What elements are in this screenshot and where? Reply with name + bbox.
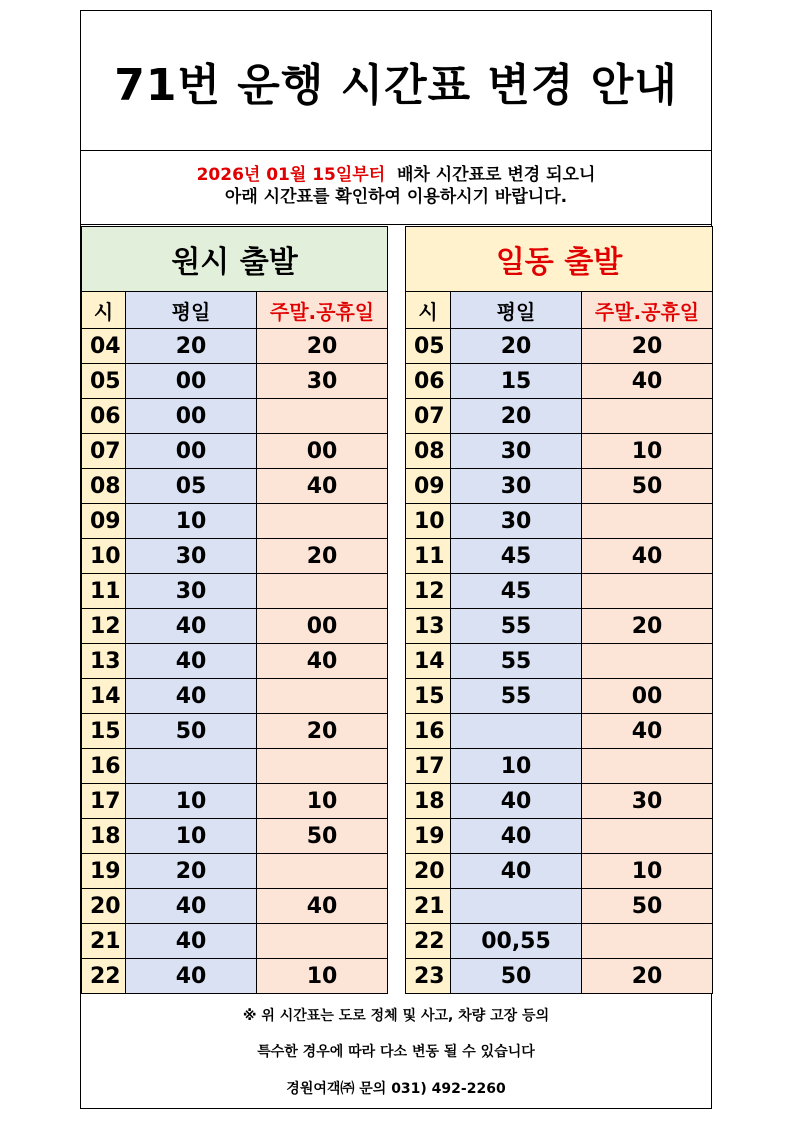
hour-cell: 10 [406, 504, 451, 539]
timetable-row [406, 504, 713, 539]
weekday-time-cell: 20 [451, 399, 582, 434]
weekday-time-cell: 30 [451, 504, 582, 539]
weekend-time-cell: 40 [257, 469, 388, 504]
column-header-hour: 시 [406, 292, 451, 329]
weekday-time-cell: 40 [126, 889, 257, 924]
timetable-row [406, 329, 713, 364]
timetable-row [82, 434, 388, 469]
weekend-time-cell [257, 574, 388, 609]
timetable-row [82, 574, 388, 609]
timetable-row [82, 329, 388, 364]
footer-line-2: 특수한 경우에 따라 다소 변동 될 수 있습니다 [257, 1044, 535, 1060]
weekend-time-cell: 10 [257, 784, 388, 819]
hour-cell: 09 [406, 469, 451, 504]
hour-cell: 21 [82, 924, 126, 959]
hour-cell: 11 [82, 574, 126, 609]
page-title: 71번 운행 시간표 변경 안내 [81, 11, 711, 151]
weekend-time-cell: 10 [582, 854, 713, 889]
hour-cell: 08 [406, 434, 451, 469]
weekday-time-cell: 40 [126, 924, 257, 959]
hour-cell: 17 [406, 749, 451, 784]
column-header-hour: 시 [82, 292, 126, 329]
weekday-time-cell: 40 [451, 784, 582, 819]
weekend-time-cell: 20 [257, 329, 388, 364]
timetable-row [406, 679, 713, 714]
timetable-row [82, 609, 388, 644]
timetable-row [406, 469, 713, 504]
hour-cell: 04 [82, 329, 126, 364]
weekday-time-cell: 00 [126, 399, 257, 434]
hour-cell: 20 [82, 889, 126, 924]
column-header-weekday: 평일 [126, 292, 257, 329]
weekday-time-cell: 00 [126, 434, 257, 469]
timetable-row [82, 959, 388, 994]
timetable-row [406, 539, 713, 574]
hour-cell: 09 [82, 504, 126, 539]
weekend-time-cell [257, 749, 388, 784]
hour-cell: 08 [82, 469, 126, 504]
weekday-time-cell: 10 [126, 784, 257, 819]
timetable-row [82, 469, 388, 504]
hour-cell: 05 [406, 329, 451, 364]
weekday-time-cell: 10 [451, 749, 582, 784]
weekend-time-cell: 40 [582, 714, 713, 749]
weekday-time-cell: 40 [126, 644, 257, 679]
weekday-time-cell: 40 [126, 609, 257, 644]
footer-line-1: ※ 위 시간표는 도로 정체 및 사고, 차량 고장 등의 [242, 1008, 550, 1024]
weekend-time-cell: 40 [582, 539, 713, 574]
weekend-time-cell [257, 924, 388, 959]
weekday-time-cell: 05 [126, 469, 257, 504]
hour-cell: 06 [82, 399, 126, 434]
hour-cell: 15 [406, 679, 451, 714]
notice-line-1 [81, 164, 711, 186]
hour-cell: 14 [82, 679, 126, 714]
weekday-time-cell: 20 [451, 329, 582, 364]
ildong-departure-table [405, 226, 713, 994]
timetable-row [406, 644, 713, 679]
timetable-row [82, 784, 388, 819]
weekend-time-cell [257, 854, 388, 889]
hour-cell: 22 [406, 924, 451, 959]
hour-cell: 21 [406, 889, 451, 924]
timetable-row [406, 924, 713, 959]
weekend-time-cell [582, 924, 713, 959]
timetable-row [406, 399, 713, 434]
section-title-ildong: 일동 출발 [406, 227, 713, 292]
column-header-weekend: 주말.공휴일 [582, 292, 713, 329]
weekend-time-cell [582, 749, 713, 784]
weekday-time-cell: 40 [126, 959, 257, 994]
weekend-time-cell: 40 [257, 889, 388, 924]
hour-cell: 06 [406, 364, 451, 399]
timetable-sheet [80, 10, 712, 1109]
weekend-time-cell: 00 [582, 679, 713, 714]
timetable-row [82, 539, 388, 574]
timetable-row [406, 434, 713, 469]
hour-cell: 13 [82, 644, 126, 679]
hour-cell: 18 [406, 784, 451, 819]
notice-line-2: 아래 시간표를 확인하여 이용하시기 바랍니다. [224, 187, 568, 207]
hour-cell: 07 [82, 434, 126, 469]
timetable-row [406, 609, 713, 644]
weekend-time-cell [582, 504, 713, 539]
hour-cell: 11 [406, 539, 451, 574]
weekend-time-cell: 40 [582, 364, 713, 399]
timetable-row [406, 854, 713, 889]
timetable-row [82, 924, 388, 959]
notice-box [81, 151, 711, 225]
weekday-time-cell: 30 [451, 469, 582, 504]
weekday-time-cell: 30 [126, 539, 257, 574]
weekday-time-cell: 55 [451, 609, 582, 644]
weekend-time-cell: 40 [257, 644, 388, 679]
weekday-time-cell [451, 714, 582, 749]
hour-cell: 23 [406, 959, 451, 994]
weekend-time-cell: 20 [582, 609, 713, 644]
timetable-row [82, 644, 388, 679]
weekend-time-cell: 30 [257, 364, 388, 399]
hour-cell: 22 [82, 959, 126, 994]
hour-cell: 12 [406, 574, 451, 609]
timetable-row [82, 504, 388, 539]
weekday-time-cell: 40 [126, 679, 257, 714]
timetable-row [406, 714, 713, 749]
notice-line-1-text: 배차 시간표로 변경 되오니 [397, 165, 596, 185]
timetable-row [406, 364, 713, 399]
hour-cell: 15 [82, 714, 126, 749]
weekday-time-cell: 00 [126, 364, 257, 399]
hour-cell: 05 [82, 364, 126, 399]
timetable-row [82, 819, 388, 854]
weekday-time-cell [126, 749, 257, 784]
timetable-row [82, 399, 388, 434]
timetable-row [406, 574, 713, 609]
wonsi-departure-table [81, 226, 388, 994]
weekend-time-cell: 10 [257, 959, 388, 994]
weekend-time-cell: 50 [582, 469, 713, 504]
timetable-row [82, 679, 388, 714]
weekday-time-cell: 20 [126, 329, 257, 364]
weekend-time-cell [582, 399, 713, 434]
weekend-time-cell: 20 [257, 539, 388, 574]
weekend-time-cell: 10 [582, 434, 713, 469]
hour-cell: 19 [406, 819, 451, 854]
weekend-time-cell: 50 [257, 819, 388, 854]
weekday-time-cell: 40 [451, 854, 582, 889]
weekend-time-cell: 20 [582, 329, 713, 364]
weekend-time-cell [257, 679, 388, 714]
weekday-time-cell: 00,55 [451, 924, 582, 959]
weekday-time-cell: 20 [126, 854, 257, 889]
timetable-row [82, 714, 388, 749]
timetable-row [406, 749, 713, 784]
timetable-row [406, 889, 713, 924]
weekend-time-cell [582, 574, 713, 609]
weekday-time-cell: 55 [451, 679, 582, 714]
weekday-time-cell: 45 [451, 574, 582, 609]
hour-cell: 17 [82, 784, 126, 819]
weekday-time-cell: 15 [451, 364, 582, 399]
weekend-time-cell [582, 819, 713, 854]
footer-contact: 경원여객㈜ 문의 031) 492-2260 [286, 1081, 506, 1097]
weekday-time-cell: 50 [126, 714, 257, 749]
weekday-time-cell: 10 [126, 504, 257, 539]
hour-cell: 16 [82, 749, 126, 784]
hour-cell: 19 [82, 854, 126, 889]
weekend-time-cell: 20 [257, 714, 388, 749]
weekday-time-cell: 55 [451, 644, 582, 679]
section-title-wonsi: 원시 출발 [82, 227, 388, 292]
weekday-time-cell: 10 [126, 819, 257, 854]
timetable-row [82, 854, 388, 889]
hour-cell: 16 [406, 714, 451, 749]
weekday-time-cell: 50 [451, 959, 582, 994]
weekend-time-cell: 20 [582, 959, 713, 994]
timetable-row [82, 749, 388, 784]
weekday-time-cell [451, 889, 582, 924]
weekend-time-cell [257, 399, 388, 434]
timetable-row [82, 889, 388, 924]
timetable-row [406, 819, 713, 854]
weekday-time-cell: 30 [126, 574, 257, 609]
hour-cell: 13 [406, 609, 451, 644]
weekday-time-cell: 45 [451, 539, 582, 574]
footer [81, 994, 711, 1108]
weekday-time-cell: 40 [451, 819, 582, 854]
weekend-time-cell: 50 [582, 889, 713, 924]
weekend-time-cell [582, 644, 713, 679]
hour-cell: 10 [82, 539, 126, 574]
weekend-time-cell [257, 504, 388, 539]
hour-cell: 14 [406, 644, 451, 679]
column-header-weekend: 주말.공휴일 [257, 292, 388, 329]
hour-cell: 18 [82, 819, 126, 854]
weekend-time-cell: 00 [257, 609, 388, 644]
column-header-weekday: 평일 [451, 292, 582, 329]
weekend-time-cell: 00 [257, 434, 388, 469]
weekday-time-cell: 30 [451, 434, 582, 469]
notice-effective-date: 2026년 01월 15일부터 [196, 165, 386, 185]
weekend-time-cell: 30 [582, 784, 713, 819]
timetable-row [406, 784, 713, 819]
hour-cell: 20 [406, 854, 451, 889]
hour-cell: 07 [406, 399, 451, 434]
timetable-row [406, 959, 713, 994]
timetable-row [82, 364, 388, 399]
hour-cell: 12 [82, 609, 126, 644]
